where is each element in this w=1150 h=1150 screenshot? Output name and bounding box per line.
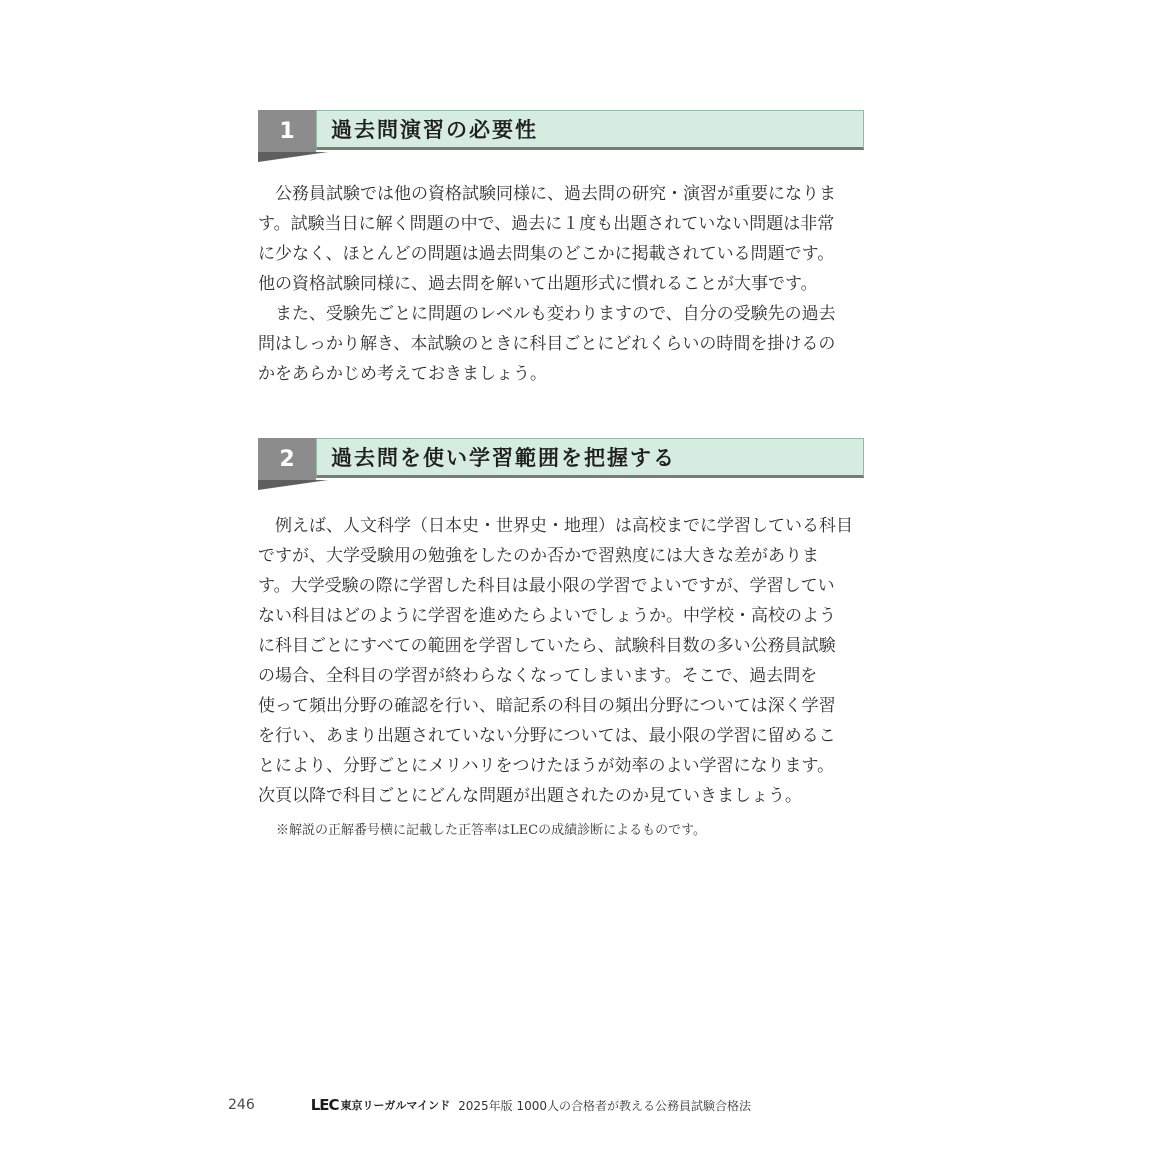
section-title-bar bbox=[316, 438, 864, 478]
paragraph-line: 他の資格試験同様に、過去問を解いて出題形式に慣れることが大事です。 bbox=[258, 274, 818, 294]
paragraph-line: 例えば、人文科学（日本史・世界史・地理）は高校までに学習している科目 bbox=[275, 516, 853, 536]
section-number: 2 bbox=[258, 438, 316, 480]
paragraph-line: ですが、大学受験用の勉強をしたのか否かで習熟度には大きな差がありま bbox=[258, 546, 819, 566]
page-number: 246 bbox=[228, 1097, 255, 1113]
paragraph-line: 公務員試験では他の資格試験同様に、過去問の研究・演習が重要になりま bbox=[275, 184, 836, 204]
book-title: 2025年版 1000人の合格者が教える公務員試験合格法 bbox=[458, 1098, 752, 1113]
paragraph-line: す。試験当日に解く問題の中で、過去に１度も出題されていない問題は非常 bbox=[258, 214, 835, 234]
paragraph-line: とにより、分野ごとにメリハリをつけたほうが効率のよい学習になります。 bbox=[258, 756, 835, 776]
paragraph-line: す。大学受験の際に学習した科目は最小限の学習でよいですが、学習してい bbox=[258, 576, 835, 596]
section-body-2 bbox=[258, 511, 864, 811]
publisher-logo: LEC bbox=[310, 1096, 339, 1114]
section-body-1 bbox=[258, 179, 864, 389]
section-title: 過去問を使い学習範囲を把握する bbox=[331, 446, 676, 470]
publisher-name: 東京リーガルマインド bbox=[340, 1099, 451, 1112]
paragraph-line: 問はしっかり解き、本試験のときに科目ごとにどれくらいの時間を掛けるの bbox=[258, 334, 836, 354]
section-heading-1 bbox=[258, 110, 864, 164]
paragraph-line: かをあらかじめ考えておきましょう。 bbox=[258, 364, 547, 384]
paragraph-line: また、受験先ごとに問題のレベルも変わりますので、自分の受験先の過去 bbox=[275, 304, 836, 324]
page-footer bbox=[228, 1093, 751, 1117]
paragraph-line: の場合、全科目の学習が終わらなくなってしまいます。そこで、過去問を bbox=[258, 666, 818, 686]
paragraph-line: 使って頻出分野の確認を行い、暗記系の科目の頻出分野については深く学習 bbox=[258, 696, 836, 716]
paragraph-line: を行い、あまり出題されていない分野については、最小限の学習に留めるこ bbox=[258, 726, 836, 746]
section-number: 1 bbox=[258, 110, 316, 152]
paragraph-line: 次頁以降で科目ごとにどんな問題が出題されたのか見ていきましょう。 bbox=[258, 786, 802, 806]
heading-tab-fold bbox=[258, 152, 328, 162]
paragraph-line: ない科目はどのように学習を進めたらよいでしょうか。中学校・高校のよう bbox=[258, 606, 836, 626]
paragraph-line: に科目ごとにすべての範囲を学習していたら、試験科目数の多い公務員試験 bbox=[258, 636, 836, 656]
heading-tab-fold bbox=[258, 480, 328, 490]
section-heading-2 bbox=[258, 438, 864, 492]
footnote: ※解説の正解番号横に記載した正答率はLECの成績診断によるものです。 bbox=[276, 823, 707, 838]
section-title: 過去問演習の必要性 bbox=[331, 118, 538, 142]
paragraph-line: に少なく、ほとんどの問題は過去問集のどこかに掲載されている問題です。 bbox=[258, 244, 835, 264]
section-title-bar bbox=[316, 110, 864, 150]
